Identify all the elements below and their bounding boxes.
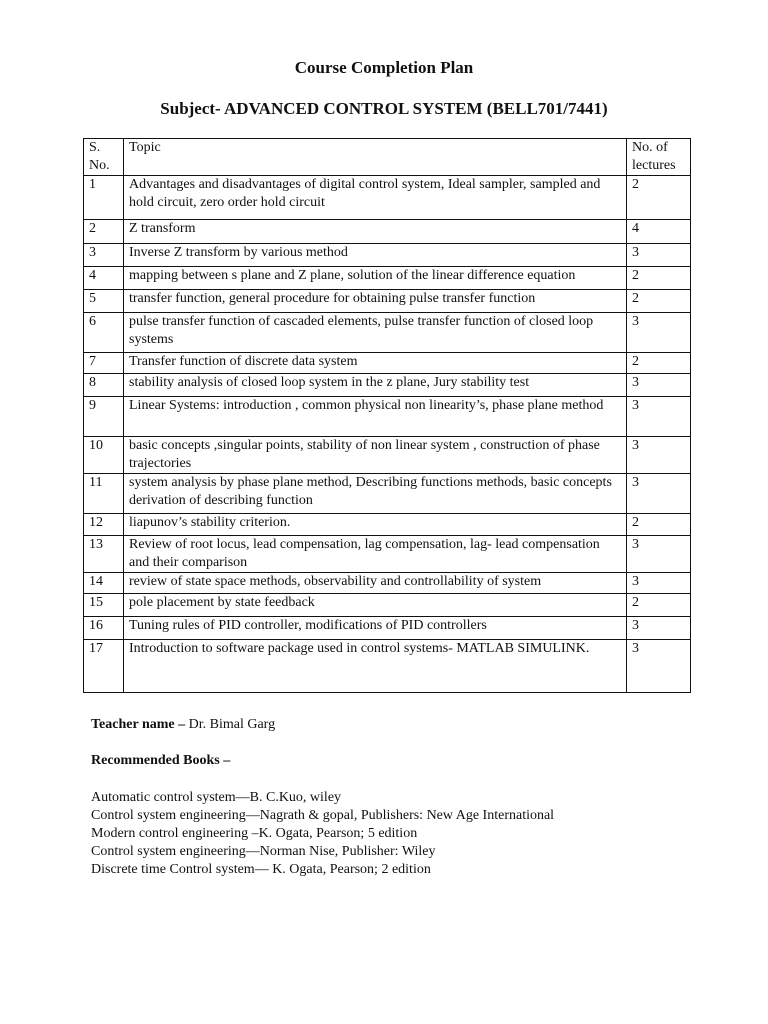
row-lectures: 3 <box>627 244 691 267</box>
table-row <box>84 374 691 397</box>
row-sno: 4 <box>84 267 124 290</box>
row-sno: 12 <box>84 514 124 536</box>
row-sno: 13 <box>84 536 124 573</box>
row-topic: basic concepts ,singular points, stability of non linear system , construction of phase trajectories <box>124 437 627 474</box>
row-sno: 5 <box>84 290 124 313</box>
row-lectures: 3 <box>627 374 691 397</box>
row-sno: 6 <box>84 313 124 353</box>
table-row <box>84 353 691 374</box>
book-item: Automatic control system—B. C.Kuo, wiley <box>91 790 342 805</box>
row-lectures: 2 <box>627 176 691 220</box>
table-row <box>84 573 691 594</box>
books-heading: Recommended Books – <box>91 753 231 768</box>
row-topic: review of state space methods, observability and controllability of system <box>124 573 627 594</box>
row-sno: 10 <box>84 437 124 474</box>
table-row <box>84 514 691 536</box>
row-lectures: 2 <box>627 267 691 290</box>
row-sno: 15 <box>84 594 124 617</box>
table-row <box>84 437 691 474</box>
row-sno: 8 <box>84 374 124 397</box>
row-topic: transfer function, general procedure for obtaining pulse transfer function <box>124 290 627 313</box>
table-row <box>84 397 691 437</box>
table-row <box>84 594 691 617</box>
table-row <box>84 220 691 244</box>
row-lectures: 3 <box>627 397 691 437</box>
table-row <box>84 244 691 267</box>
row-topic: liapunov’s stability criterion. <box>124 514 627 536</box>
row-lectures: 3 <box>627 313 691 353</box>
table-row <box>84 313 691 353</box>
row-topic: Advantages and disadvantages of digital control system, Ideal sampler, sampled and hold circuit, zero order hold circuit <box>124 176 627 220</box>
row-topic: stability analysis of closed loop system in the z plane, Jury stability test <box>124 374 627 397</box>
row-sno: 9 <box>84 397 124 437</box>
row-lectures: 2 <box>627 353 691 374</box>
book-item: Control system engineering—Nagrath & gopal, Publishers: New Age International <box>91 808 555 823</box>
row-lectures: 3 <box>627 437 691 474</box>
course-plan-table <box>83 138 691 693</box>
row-topic: mapping between s plane and Z plane, solution of the linear difference equation <box>124 267 627 290</box>
row-topic: system analysis by phase plane method, Describing functions methods, basic concepts derivation of describing function <box>124 474 627 514</box>
row-sno: 17 <box>84 640 124 693</box>
table-row <box>84 290 691 313</box>
row-sno: 2 <box>84 220 124 244</box>
row-sno: 3 <box>84 244 124 267</box>
table-header-row <box>84 139 691 176</box>
row-sno: 14 <box>84 573 124 594</box>
row-sno: 11 <box>84 474 124 514</box>
table-row <box>84 474 691 514</box>
row-lectures: 3 <box>627 617 691 640</box>
table-row <box>84 176 691 220</box>
row-sno: 1 <box>84 176 124 220</box>
row-lectures: 2 <box>627 290 691 313</box>
row-lectures: 4 <box>627 220 691 244</box>
table-row <box>84 640 691 693</box>
table-row <box>84 617 691 640</box>
row-topic: Transfer function of discrete data system <box>124 353 627 374</box>
row-lectures: 3 <box>627 474 691 514</box>
row-topic: Introduction to software package used in control systems- MATLAB SIMULINK. <box>124 640 627 693</box>
book-list <box>91 789 554 879</box>
header-lectures: No. of lectures <box>627 139 691 176</box>
header-sno: S. No. <box>84 139 124 176</box>
book-item: Discrete time Control system— K. Ogata, Pearson; 2 edition <box>91 862 431 877</box>
row-lectures: 3 <box>627 640 691 693</box>
row-topic: Tuning rules of PID controller, modifications of PID controllers <box>124 617 627 640</box>
subject-heading: Subject- ADVANCED CONTROL SYSTEM (BELL701/7441) <box>160 99 608 118</box>
table-row <box>84 267 691 290</box>
table-row <box>84 536 691 573</box>
row-sno: 16 <box>84 617 124 640</box>
row-topic: Linear Systems: introduction , common physical non linearity’s, phase plane method <box>124 397 627 437</box>
teacher-line <box>91 716 275 734</box>
row-topic: Inverse Z transform by various method <box>124 244 627 267</box>
row-topic: pole placement by state feedback <box>124 594 627 617</box>
row-topic: Review of root locus, lead compensation, lag compensation, lag- lead compensation and their comparison <box>124 536 627 573</box>
row-topic: pulse transfer function of cascaded elements, pulse transfer function of closed loop systems <box>124 313 627 353</box>
row-sno: 7 <box>84 353 124 374</box>
row-lectures: 2 <box>627 594 691 617</box>
document-title: Course Completion Plan <box>294 58 474 77</box>
header-topic: Topic <box>124 139 627 176</box>
book-item: Modern control engineering –K. Ogata, Pearson; 5 edition <box>91 826 418 841</box>
teacher-name: Dr. Bimal Garg <box>185 717 276 732</box>
book-item: Control system engineering—Norman Nise, Publisher: Wiley <box>91 844 436 859</box>
row-topic: Z transform <box>124 220 627 244</box>
teacher-label: Teacher name – <box>91 717 186 732</box>
row-lectures: 3 <box>627 536 691 573</box>
row-lectures: 3 <box>627 573 691 594</box>
row-lectures: 2 <box>627 514 691 536</box>
